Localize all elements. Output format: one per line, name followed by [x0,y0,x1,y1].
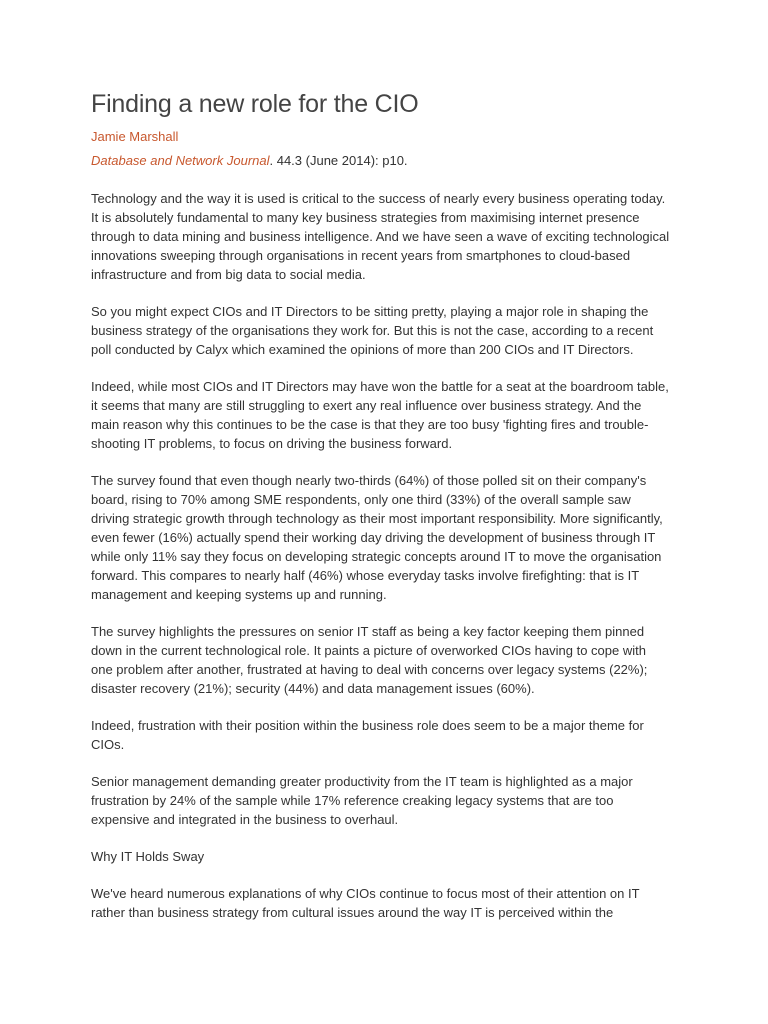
paragraph-line: CIOs. [91,737,125,752]
paragraph-line: management and keeping systems up and running. [91,587,387,602]
citation-details: . 44.3 (June 2014): p10. [269,153,408,168]
paragraph-line: We've heard numerous explanations of why CIOs continue to focus most of their attention on IT [91,886,640,901]
article-paragraph [91,772,691,829]
paragraph-line: poll conducted by Calyx which examined the opinions of more than 200 CIOs and IT Directors. [91,342,634,357]
paragraph-line: down in the current technological role. It paints a picture of overworked CIOs having to cope with [91,643,646,658]
paragraph-line: The survey found that even though nearly two-thirds (64%) of those polled sit on their company's [91,473,647,488]
paragraph-line: So you might expect CIOs and IT Directors to be sitting pretty, playing a major role in shaping the [91,304,649,319]
article-paragraph [91,471,691,604]
article-paragraph [91,377,691,453]
article-body [91,189,691,940]
article-paragraph [91,189,691,284]
article-author[interactable]: Jamie Marshall [91,129,179,144]
article-title: Finding a new role for the CIO [91,90,419,118]
paragraph-line: it seems that many are still struggling to exert any real influence over business strategy. And the [91,398,642,413]
paragraph-line: main reason why this continues to be the case is that they are too busy 'fighting fires and trouble- [91,417,649,432]
paragraph-line: forward. This compares to nearly half (46%) whose everyday tasks involve firefighting: that is IT [91,568,640,583]
paragraph-line: Indeed, frustration with their position within the business role does seem to be a major theme for [91,718,644,733]
paragraph-line: frustration by 24% of the sample while 17% reference creaking legacy systems that are too [91,793,614,808]
paragraph-line: rather than business strategy from cultural issues around the way IT is perceived within the [91,905,614,920]
paragraph-line: The survey highlights the pressures on senior IT staff as being a key factor keeping them pinned [91,624,645,639]
paragraph-line: business strategy of the organisations they work for. But this is not the case, according to a recent [91,323,654,338]
paragraph-line: Indeed, while most CIOs and IT Directors may have won the battle for a seat at the boardroom table, [91,379,669,394]
paragraph-line: Technology and the way it is used is critical to the success of nearly every business operating today. [91,191,666,206]
article-paragraph [91,884,691,922]
paragraph-line: even fewer (16%) actually spend their working day driving the development of business through IT [91,530,656,545]
paragraph-line: innovations sweeping through organisations in recent years from smartphones to cloud-based [91,248,631,263]
article-paragraph [91,847,691,866]
paragraph-line: driving strategic growth through technology as their most important responsibility. More significantly, [91,511,663,526]
journal-name[interactable]: Database and Network Journal [91,153,270,168]
paragraph-line: disaster recovery (21%); security (44%) and data management issues (60%). [91,681,535,696]
paragraph-line: Senior management demanding greater productivity from the IT team is highlighted as a major [91,774,633,789]
paragraph-line: while only 11% say they focus on developing strategic concepts around IT to move the organisation [91,549,662,564]
paragraph-line: one problem after another, frustrated at having to deal with concerns over legacy systems (22%); [91,662,648,677]
paragraph-line: infrastructure and from big data to social media. [91,267,366,282]
article-citation [91,153,408,168]
paragraph-line: Why IT Holds Sway [91,849,205,864]
paragraph-line: expensive and integrated in the business to overhaul. [91,812,399,827]
paragraph-line: It is absolutely fundamental to many key business strategies from maximising internet presence [91,210,640,225]
article-paragraph [91,622,691,698]
article-paragraph [91,302,691,359]
paragraph-line: shooting IT problems, to focus on driving the business forward. [91,436,453,451]
article-paragraph [91,716,691,754]
paragraph-line: through to data mining and business intelligence. And we have seen a wave of exciting technological [91,229,670,244]
paragraph-line: board, rising to 70% among SME respondents, only one third (33%) of the overall sample saw [91,492,631,507]
